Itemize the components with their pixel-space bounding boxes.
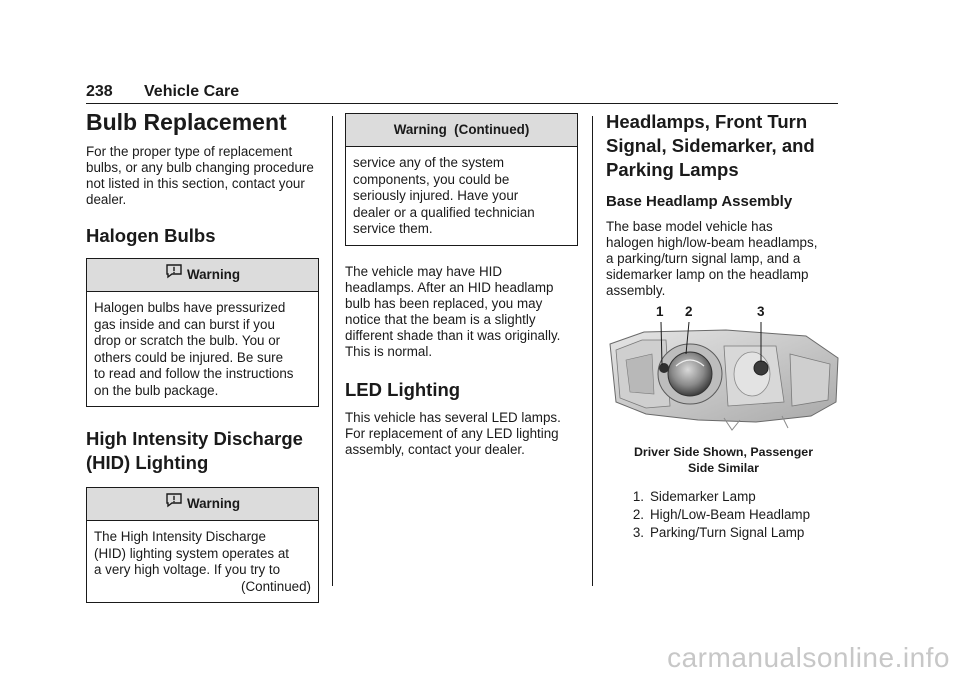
section-title: Vehicle Care xyxy=(144,83,240,100)
base-headlamp-paragraph xyxy=(606,219,841,299)
hid-paragraph xyxy=(345,264,578,360)
text-line: This vehicle has several LED lamps. xyxy=(345,409,561,425)
warning-icon xyxy=(165,488,183,520)
text-line: The base model vehicle has xyxy=(606,219,773,234)
headlamp-illustration xyxy=(606,304,841,435)
led-paragraph xyxy=(345,410,578,458)
text-line: assembly. xyxy=(606,283,666,298)
list-item xyxy=(626,506,841,524)
warning-line: others could be injured. Be sure xyxy=(94,349,284,365)
list-number: 3. xyxy=(632,525,644,540)
warning-body xyxy=(346,147,577,245)
heading-line: Parking Lamps xyxy=(606,159,739,180)
caption-line: Driver Side Shown, Passenger xyxy=(633,445,814,459)
hid-heading xyxy=(86,427,319,475)
column-divider-1 xyxy=(332,116,333,586)
continued-warning-box xyxy=(345,113,578,246)
parts-list xyxy=(626,488,841,542)
text-line: headlamps. After an HID headlamp xyxy=(345,279,554,295)
warning-line: seriously injured. Have your xyxy=(353,188,519,203)
warning-body xyxy=(87,521,318,602)
warning-header xyxy=(346,114,577,147)
warning-label: Warning xyxy=(186,496,241,511)
list-item xyxy=(626,488,841,506)
list-number: 2. xyxy=(632,507,644,522)
column-2 xyxy=(345,113,578,458)
column-3 xyxy=(606,110,841,542)
warning-line: on the bulb package. xyxy=(94,382,219,398)
text-line: halogen high/low-beam headlamps, xyxy=(606,235,818,250)
text-line: sidemarker lamp on the headlamp xyxy=(606,267,809,282)
warning-line: service them. xyxy=(353,221,433,236)
watermark: carmanualsonline.info xyxy=(667,642,950,673)
warning-line: dealer or a qualified technician xyxy=(353,204,535,220)
warning-header xyxy=(87,488,318,521)
figure-caption xyxy=(606,444,841,476)
continued-label: (Continued) xyxy=(241,578,311,594)
list-label: Parking/Turn Signal Lamp xyxy=(650,525,805,540)
text-line: assembly, contact your dealer. xyxy=(345,441,525,457)
warning-line: service any of the system xyxy=(353,155,505,170)
warning-header xyxy=(87,259,318,292)
warning-line: gas inside and can burst if you xyxy=(94,316,275,332)
warning-body xyxy=(87,292,318,406)
warning-label: Warning xyxy=(186,267,241,282)
warning-line: drop or scratch the bulb. You or xyxy=(94,333,281,348)
text-line: The vehicle may have HID xyxy=(345,263,503,279)
header-rule xyxy=(86,103,838,104)
column-1 xyxy=(86,108,319,603)
headlamp-drawing xyxy=(606,310,841,435)
text-line: a parking/turn signal lamp, and a xyxy=(606,251,801,266)
warning-line: a very high voltage. If you try to xyxy=(94,562,281,577)
halogen-warning-box xyxy=(86,258,319,407)
page-title: Bulb Replacement xyxy=(86,109,287,135)
led-heading: LED Lighting xyxy=(345,378,461,400)
warning-line: The High Intensity Discharge xyxy=(94,529,266,544)
halogen-heading: Halogen Bulbs xyxy=(86,225,216,246)
warning-icon xyxy=(165,259,183,291)
list-number: 1. xyxy=(632,489,644,504)
text-line: notice that the beam is a slightly xyxy=(345,311,536,327)
text-line: different shade than it was originally. xyxy=(345,327,561,343)
heading-line: Signal, Sidemarker, and xyxy=(606,135,815,156)
page-number: 238 xyxy=(86,83,113,100)
caption-line: Side Similar xyxy=(688,461,759,475)
text-line: This is normal. xyxy=(345,343,433,359)
callout-3: 3 xyxy=(757,304,765,319)
warning-label: Warning (Continued) xyxy=(393,122,530,137)
base-headlamp-heading: Base Headlamp Assembly xyxy=(606,193,793,210)
page-header xyxy=(86,82,838,102)
list-label: Sidemarker Lamp xyxy=(650,489,756,504)
list-label: High/Low-Beam Headlamp xyxy=(650,507,811,522)
heading-line: Headlamps, Front Turn xyxy=(606,111,808,132)
callout-2: 2 xyxy=(685,304,693,319)
warning-line: to read and follow the instructions xyxy=(94,366,294,381)
warning-line: Halogen bulbs have pressurized xyxy=(94,300,286,315)
text-line: For replacement of any LED lighting xyxy=(345,425,559,441)
list-item xyxy=(626,524,841,542)
text-line: bulb has been replaced, you may xyxy=(345,295,543,311)
warning-line: (HID) lighting system operates at xyxy=(94,545,289,561)
headlamps-heading xyxy=(606,110,841,182)
hid-heading-line: (HID) Lighting xyxy=(86,452,209,473)
callout-1: 1 xyxy=(656,304,664,319)
warning-line: components, you could be xyxy=(353,171,510,187)
intro-paragraph: For the proper type of replacement bulbs, or any bulb changing procedure not listed in this section, contact your dealer. xyxy=(86,144,314,207)
column-divider-2 xyxy=(592,116,593,586)
hid-heading-line: High Intensity Discharge xyxy=(86,428,303,449)
hid-warning-box xyxy=(86,487,319,603)
